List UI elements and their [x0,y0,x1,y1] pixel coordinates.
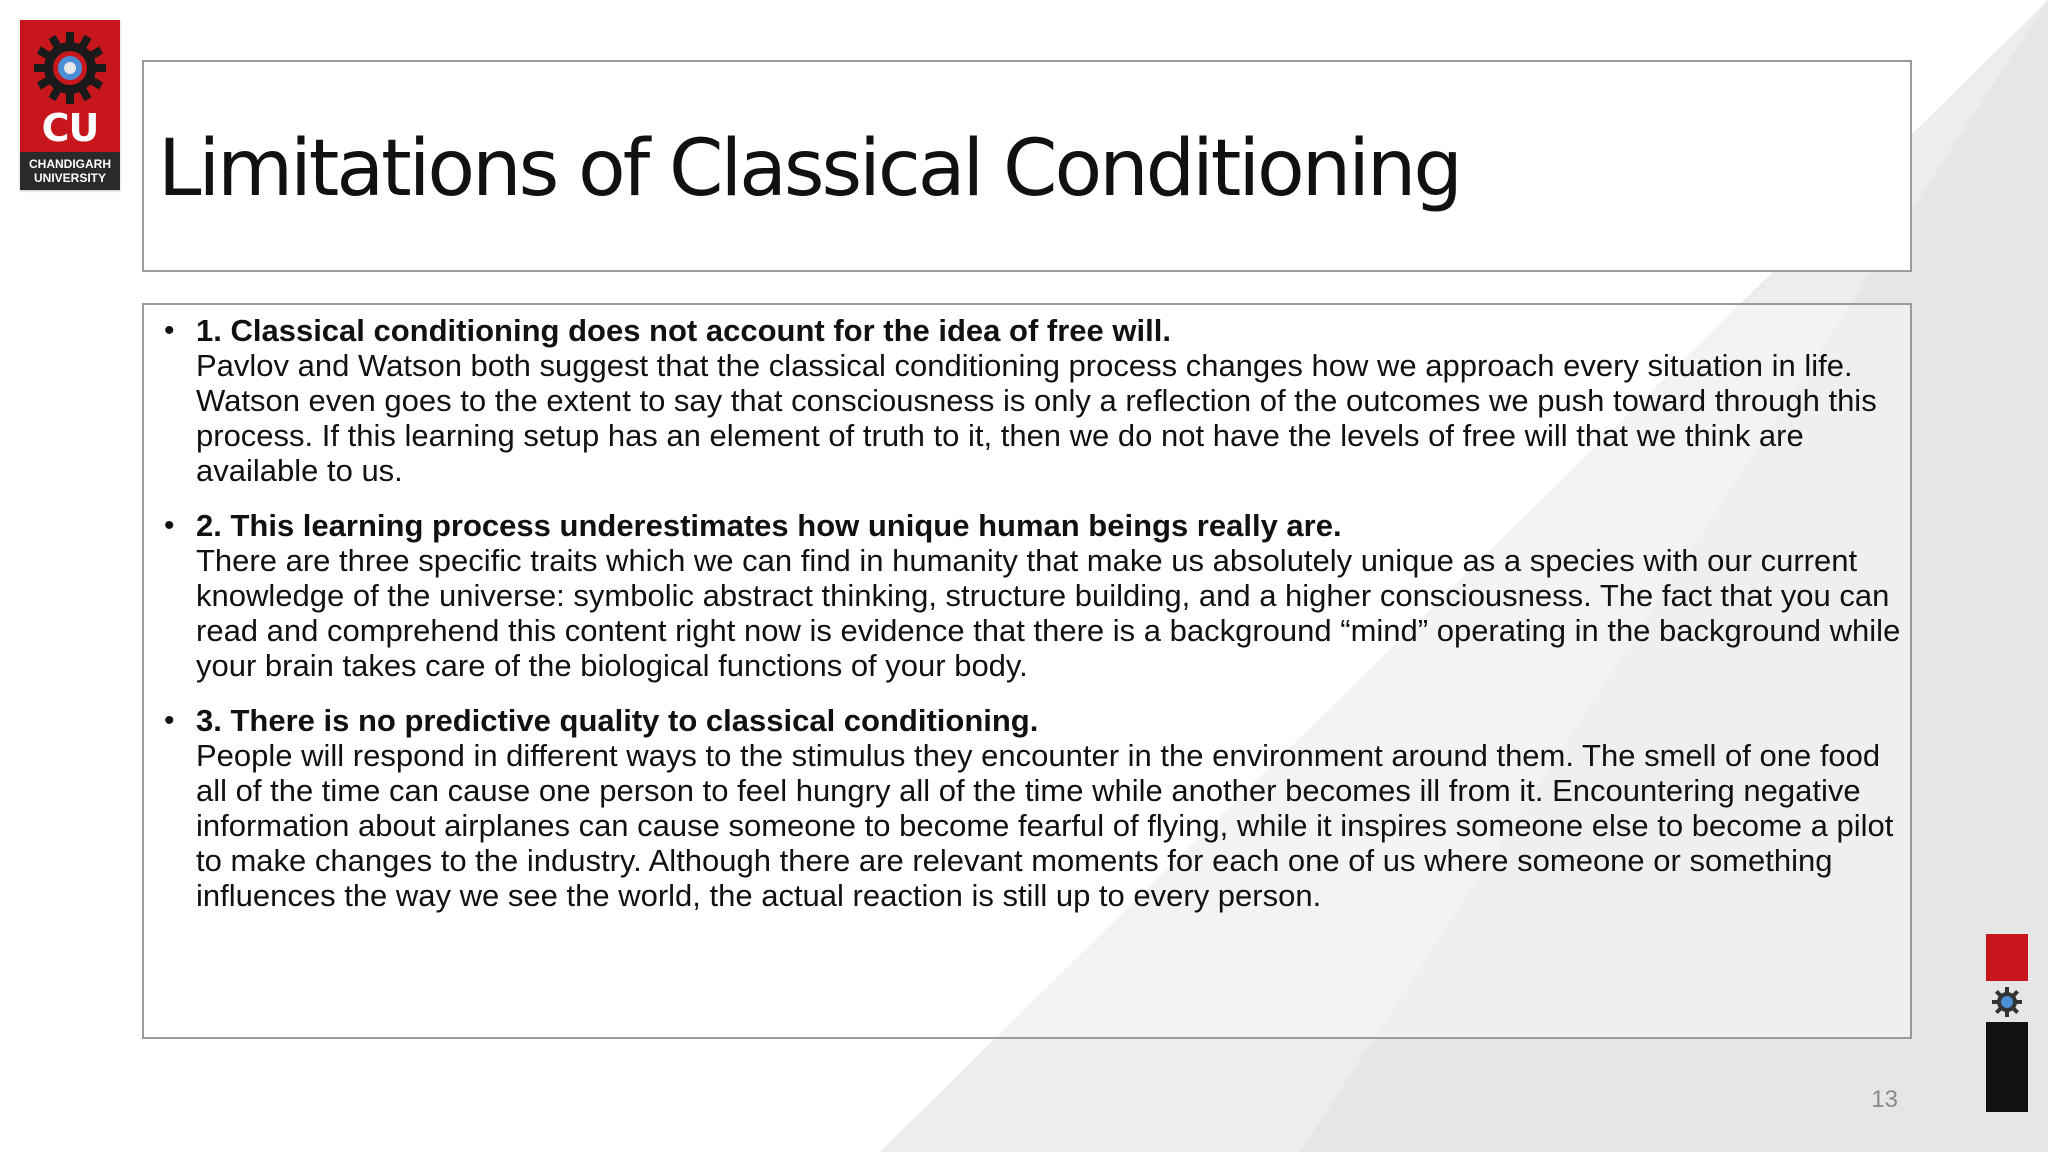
point-body: Pavlov and Watson both suggest that the classical conditioning process changes how we approach every situation in life. Watson even goes to the extent to say that consciousness is only a reflection of the outcomes we push toward through this process. If this learning setup has an element of truth to it, then we do not have the levels of free will that we think are available to us. [196,348,1877,488]
university-logo [20,20,120,190]
slide-title: Limitations of Classical Conditioning [158,124,1460,214]
gear-emblem-icon [28,28,112,108]
small-gear-icon [1990,985,2024,1019]
point-body: People will respond in different ways to the stimulus they encounter in the environment around them. The smell of one food all of the time can cause one person to feel hungry all of the time while another becomes ill from it. Encountering negative information about airplanes can cause someone to become fearful of flying, while it inspires someone else to become a pilot to make changes to the industry. Although there are relevant moments for each one of us where someone or something influences the way we see the world, the actual reaction is still up to every person. [196,738,1894,913]
logo-name-line2: UNIVERSITY [33,171,106,185]
bullet-list [156,313,1906,933]
bullet-point-3 [156,703,1906,913]
logo-abbreviation: CU [41,106,99,150]
bullet-icon: • [164,509,175,542]
logo-name-line1: CHANDIGARH [29,157,111,171]
bullet-point-1 [156,313,1906,488]
content-placeholder [142,303,1912,1039]
bullet-icon: • [164,314,175,347]
logo-name-band [20,152,120,190]
bullet-icon: • [164,704,175,737]
point-title: 1. Classical conditioning does not account for the idea of free will. [196,313,1171,348]
bullet-point-2 [156,508,1906,683]
point-title: 2. This learning process underestimates how unique human beings really are. [196,508,1342,543]
slide-number: 13 [1871,1086,1898,1113]
title-placeholder [142,60,1912,272]
brand-black-block [1986,1022,2028,1112]
point-title: 3. There is no predictive quality to classical conditioning. [196,703,1039,738]
point-body: There are three specific traits which we can find in humanity that make us absolutely unique as a species with our current knowledge of the universe: symbolic abstract thinking, structure building, and a higher consciousness. The fact that you can read and comprehend this content right now is evidence that there is a background “mind” operating in the background while your brain takes care of the biological functions of your body. [196,543,1901,683]
brand-red-block [1986,934,2028,981]
